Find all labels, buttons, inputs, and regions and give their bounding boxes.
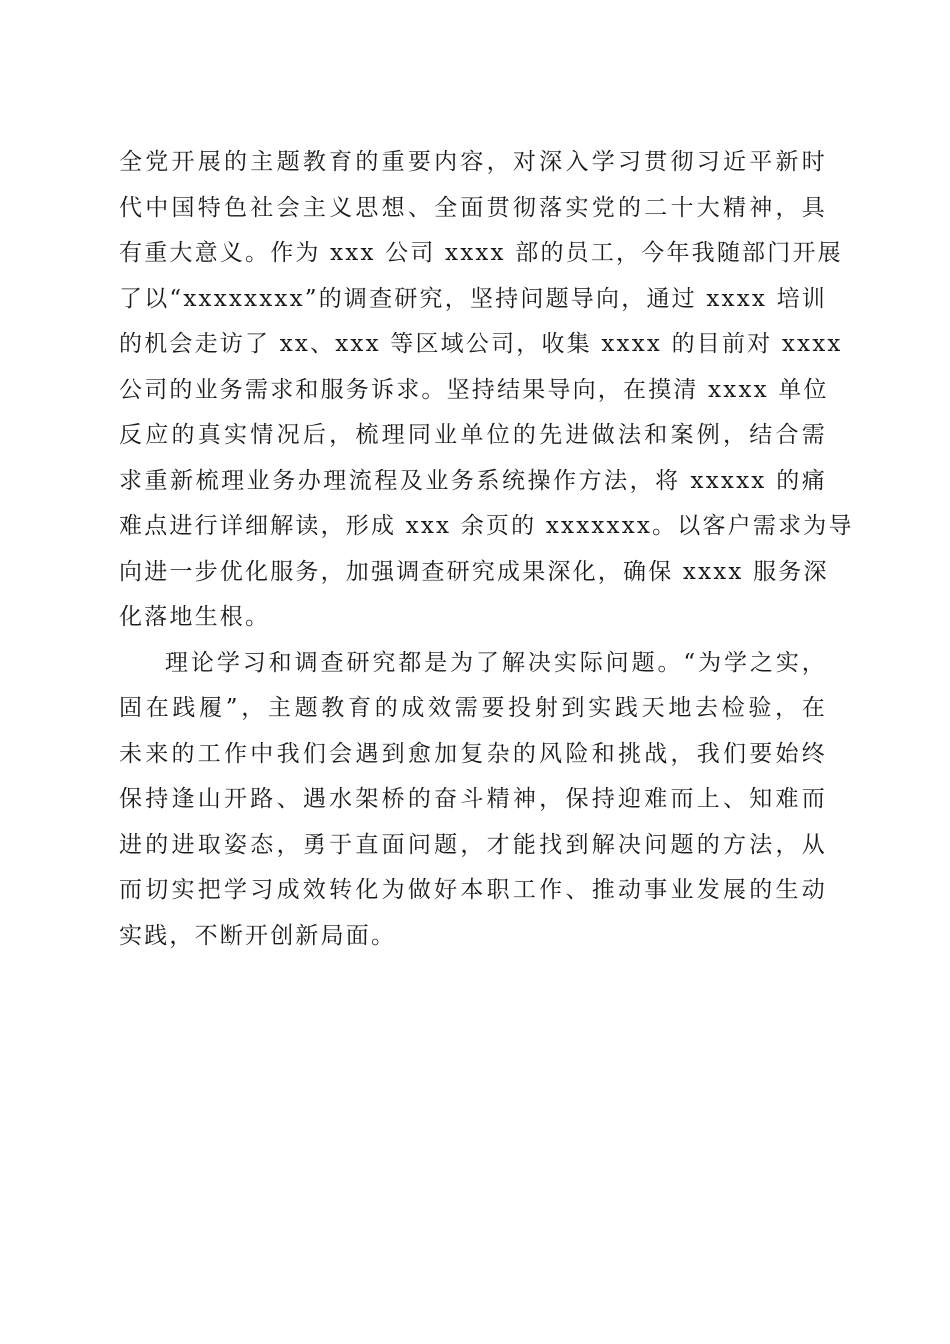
paragraph-line: 保持逢山开路、遇水架桥的奋斗精神，保持迎难而上、知难而: [119, 786, 827, 812]
paragraph-2: [119, 641, 827, 960]
paragraph-line: 进的进取姿态，勇于直面问题，才能找到解决问题的方法，从: [119, 831, 827, 858]
paragraph-line: 了以“xxxxxxxx”的调查研究，坚持问题导向，通过 xxxx 培训: [119, 285, 827, 312]
paragraph-line: 化落地生根。: [119, 604, 271, 630]
paragraph-line: 固在践履”，主题教育的成效需要投射到实践天地去检验，在: [119, 695, 827, 721]
paragraph-line: 有重大意义。作为 xxx 公司 xxxx 部的员工，今年我随部门开展: [119, 240, 843, 266]
paragraph-line: 理论学习和调查研究都是为了解决实际问题。“为学之实，: [165, 649, 827, 676]
paragraph-line: 代中国特色社会主义思想、全面贯彻落实党的二十大精神，具: [119, 194, 827, 221]
paragraph-line: 求重新梳理业务办理流程及业务系统操作方法，将 xxxxx 的痛: [119, 467, 827, 494]
paragraph-line: 实践，不断开创新局面。: [119, 922, 397, 949]
paragraph-line: 而切实把学习成效转化为做好本职工作、推动事业发展的生动: [119, 877, 827, 903]
paragraph-line: 全党开展的主题教育的重要内容，对深入学习贯彻习近平新时: [119, 149, 827, 175]
paragraph-line: 向进一步优化服务，加强调查研究成果深化，确保 xxxx 服务深: [119, 558, 829, 585]
paragraph-line: 反应的真实情况后，梳理同业单位的先进做法和案例，结合需: [119, 422, 827, 448]
paragraph-1: [119, 140, 854, 641]
paragraph-line: 未来的工作中我们会遇到愈加复杂的风险和挑战，我们要始终: [119, 740, 827, 767]
paragraph-line: 的机会走访了 xx、xxx 等区域公司，收集 xxxx 的目前对 xxxx: [119, 331, 843, 357]
paragraph-line: 公司的业务需求和服务诉求。坚持结果导向，在摸清 xxxx 单位: [119, 376, 829, 403]
paragraph-line: 难点进行详细解读，形成 xxx 余页的 xxxxxxx。以客户需求为导: [119, 513, 854, 539]
document-body: [119, 140, 854, 959]
